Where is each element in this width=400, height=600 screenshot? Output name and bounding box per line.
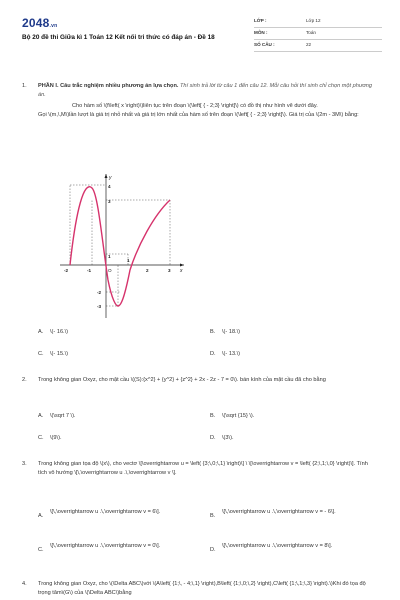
- option-label: A.: [38, 413, 44, 419]
- option-c[interactable]: [38, 542, 198, 553]
- y-axis-label: y: [109, 175, 112, 181]
- meta-row-subject: [254, 28, 382, 40]
- option-label: A.: [38, 513, 44, 519]
- site-logo[interactable]: [22, 16, 57, 30]
- meta-key: LỚP :: [254, 18, 267, 23]
- option-text: \[\,\overrightarrow u .\,\overrightarrow v = 0\].: [50, 543, 161, 549]
- option-d[interactable]: [210, 350, 370, 358]
- document-title: Bộ 20 đề thi Giữa kì 1 Toán 12 Kết nối tri thức có đáp án - Đề 18: [22, 34, 215, 41]
- option-d[interactable]: [210, 542, 370, 553]
- option-label: D.: [210, 547, 216, 553]
- option-label: D.: [210, 435, 216, 441]
- option-text: \(\sqrt {15} \).: [222, 413, 255, 419]
- question-2: [22, 376, 378, 385]
- option-c[interactable]: [38, 350, 198, 358]
- option-label: C.: [38, 547, 44, 553]
- option-text: \(\sqrt 7 \).: [50, 413, 76, 419]
- tick-x: 3: [168, 268, 171, 273]
- question-3: [22, 460, 378, 477]
- question-number: 2.: [22, 377, 27, 383]
- function-curve: [70, 187, 170, 306]
- tick-y: 4: [108, 184, 111, 189]
- tick-x: -1: [87, 268, 92, 273]
- option-text: \(9\).: [50, 435, 62, 441]
- meta-key: MÔN :: [254, 30, 268, 35]
- tick-x: 2: [146, 268, 149, 273]
- question-text: Trong không gian Oxyz, cho mặt cầu \((S):{x^2} + {y^2} + {z^2} + 2x - 2z - 7 = 0\). bán kính của mặt cầu đã cho bằng: [38, 377, 326, 383]
- option-text: \(- 18.\): [222, 329, 241, 335]
- part-heading: PHẦN I. Câu trắc nghiệm nhiều phương án lựa chọn.: [38, 83, 179, 89]
- origin-label: O: [108, 268, 112, 273]
- question-4: [22, 580, 378, 597]
- option-b[interactable]: [210, 412, 370, 420]
- option-text: \[\,\overrightarrow u .\,\overrightarrow v = 6\].: [50, 509, 161, 515]
- question-number: 1.: [22, 83, 27, 89]
- tick-y: -3: [97, 304, 102, 309]
- option-d[interactable]: [210, 434, 370, 442]
- option-c[interactable]: [38, 434, 198, 442]
- meta-table: [254, 16, 382, 52]
- logo-main: 2048: [22, 16, 50, 30]
- option-a[interactable]: [38, 412, 198, 420]
- function-graph: [58, 170, 188, 320]
- x-axis-label: x: [180, 268, 183, 274]
- option-text: \(- 16.\): [50, 329, 69, 335]
- meta-row-count: [254, 40, 382, 52]
- option-b[interactable]: [210, 508, 370, 519]
- tick-x: -2: [64, 268, 69, 273]
- question-text: Cho hàm số \(f\left( x \right)\)liên tục trên đoạn \(\left[ { - 2;3} \right]\) có đồ thị như hình vẽ dưới đây.: [72, 103, 318, 110]
- option-label: B.: [210, 329, 216, 335]
- option-label: B.: [210, 413, 216, 419]
- option-label: B.: [210, 513, 216, 519]
- tick-x: 1: [127, 258, 130, 263]
- option-text: \(3\).: [222, 435, 234, 441]
- meta-row-class: [254, 16, 382, 28]
- meta-value: 22: [306, 42, 312, 47]
- option-text: \(- 13.\): [222, 351, 241, 357]
- meta-key: SỐ CÂU :: [254, 42, 275, 47]
- option-label: A.: [38, 329, 44, 335]
- option-b[interactable]: [210, 328, 370, 336]
- logo-tld: .vn: [49, 23, 58, 29]
- question-text: Gọi \(m,\,M\)lần lượt là giá trị nhỏ nhất và giá trị lớn nhất của hàm số trên đoạn \(\left[ { - 2;3} \right]\). Giá trị của \(2m - 3M\) bằng:: [38, 111, 359, 118]
- option-label: D.: [210, 351, 216, 357]
- option-text: \[\,\overrightarrow u .\,\overrightarrow v = - 6\].: [222, 509, 336, 515]
- tick-y: 3: [108, 199, 111, 204]
- option-a[interactable]: [38, 508, 198, 519]
- question-text: Trong không gian tọa độ \(x\), cho vectơ \[\overrightarrow u = \left( {3;\,0;\,1} \right)\] \ \[\overrightarrow v = \left( {2;\,1;\,0} \right)\]. Tính tích vô hướng \[\,\overrightarrow u .\,\overrightarrow v \].: [38, 461, 368, 476]
- option-label: C.: [38, 351, 44, 357]
- meta-value: Lớp 12: [306, 18, 321, 23]
- page-header: [22, 16, 382, 58]
- tick-y: 1: [108, 254, 111, 259]
- question-number: 3.: [22, 461, 27, 467]
- part-instructions: Thí sinh trả lời từ câu 1 đến câu 12. Mỗi câu hỏi thí sinh chỉ chọn một phương án.: [38, 83, 373, 98]
- option-a[interactable]: [38, 328, 198, 336]
- question-1: [22, 82, 378, 119]
- meta-value: Toán: [306, 30, 316, 35]
- question-text: Trong không gian Oxyz, cho \(\Delta ABC\)với \(A\left( {1;\, - 4;\,1} \right),B\left( {1;\,0;\,2} \right),C\left( {1;\,1;\,3} \right).\)Khi đó tọa độ trọng tâm\(G\) của \(\Delta ABC\)bằng: [38, 581, 366, 596]
- question-number: 4.: [22, 581, 27, 587]
- tick-y: -2: [97, 290, 102, 295]
- option-text: \[\,\overrightarrow u .\,\overrightarrow v = 8\].: [222, 543, 333, 549]
- option-text: \(- 15.\): [50, 351, 69, 357]
- option-label: C.: [38, 435, 44, 441]
